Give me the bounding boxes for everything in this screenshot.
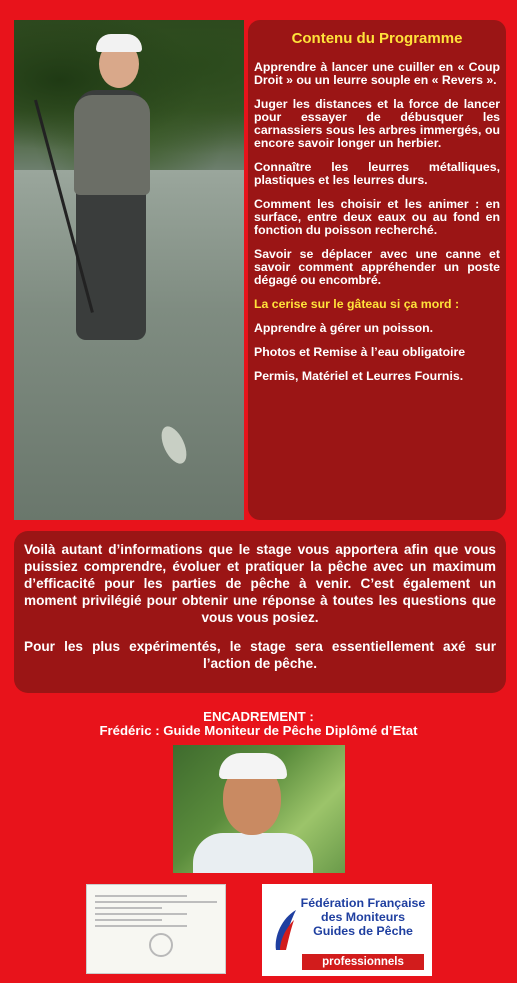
encadrement-guide: Frédéric : Guide Moniteur de Pêche Diplômé d’Etat: [99, 723, 418, 738]
fish-logo-icon: [272, 906, 300, 954]
angler-vest: [74, 95, 150, 195]
programme-item: Apprendre à lancer une cuiller en « Coup Droit » ou un leurre souple en « Revers ».: [254, 60, 500, 87]
programme-extra: Permis, Matériel et Leurres Fournis.: [254, 369, 464, 383]
programme-title: Contenu du Programme: [291, 30, 463, 47]
programme-panel: [248, 20, 506, 520]
encadrement-section: [0, 710, 517, 738]
summary-paragraph: Voilà autant d’informations que le stage vous apportera afin que vous puissiez comprendre, évoluer et pratiquer la pêche avec un maximum d’efficacité pour les parties de pêche à venir. C’est également un moment privilégié pour obtenir une réponse à toutes les questions que vous vous posiez.: [24, 542, 496, 625]
diploma-line: [95, 901, 217, 903]
diploma-line: [95, 913, 187, 915]
programme-item: Savoir se déplacer avec une canne et savoir comment appréhender un poste dégagé ou encombré.: [254, 247, 500, 287]
guide-photo: [173, 745, 345, 873]
diploma-line: [95, 919, 162, 921]
summary-panel: [14, 531, 506, 693]
programme-highlight: La cerise sur le gâteau si ça mord :: [254, 297, 460, 311]
guide-shirt: [193, 833, 313, 873]
programme-extra: Photos et Remise à l’eau obligatoire: [254, 345, 466, 359]
programme-extra: Apprendre à gérer un poisson.: [254, 321, 434, 335]
angler-cap: [96, 34, 142, 52]
diploma-line: [95, 895, 187, 897]
programme-item: Juger les distances et la force de lancer pour essayer de débusquer les carnassiers sous les arbres immergés, ou encore savoir longer un herbier.: [254, 97, 500, 150]
programme-item: Connaître les leurres métalliques, plastiques et les leurres durs.: [254, 160, 500, 187]
federation-name: Fédération Française des Moniteurs Guides de Pêche: [300, 896, 426, 938]
federation-logo: [262, 884, 432, 976]
diploma-image: [86, 884, 226, 974]
encadrement-heading: ENCADREMENT :: [203, 709, 314, 724]
diploma-line: [95, 907, 162, 909]
diploma-line: [95, 925, 187, 927]
summary-paragraph: Pour les plus expérimentés, le stage sera essentiellement axé sur l’action de pêche.: [24, 639, 496, 671]
guide-cap: [219, 753, 287, 779]
federation-tag: professionnels: [302, 954, 424, 970]
programme-item: Comment les choisir et les animer : en surface, entre deux eaux ou au fond en fonction du poisson recherché.: [254, 197, 500, 237]
fishing-photo: [14, 20, 244, 520]
diploma-seal-icon: [149, 933, 173, 957]
